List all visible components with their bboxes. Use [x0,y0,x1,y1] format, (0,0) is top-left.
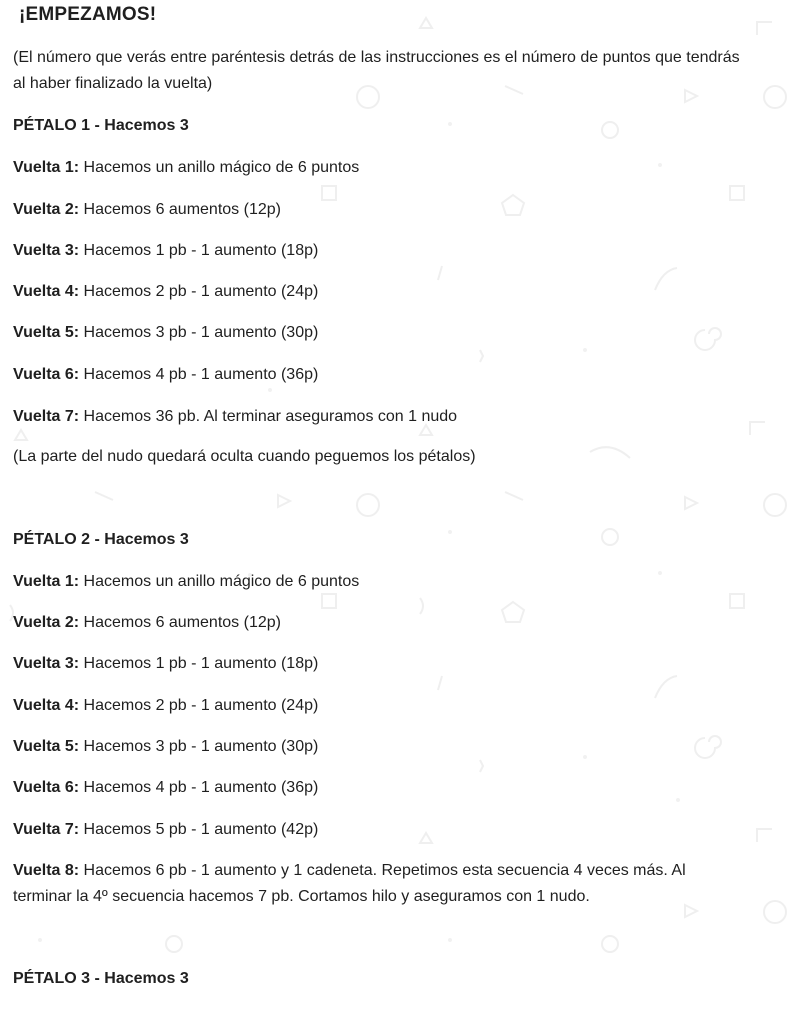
note-paragraph: (La parte del nudo quedará oculta cuando peguemos los pétalos) [13,448,476,465]
round-label: Vuelta 4: [13,697,80,714]
round-label: Vuelta 5: [13,738,80,755]
round-label: Vuelta 4: [13,283,80,300]
round-text: Hacemos un anillo mágico de 6 puntos [79,159,360,176]
section-title-petal-3: PÉTALO 3 - Hacemos 3 [13,970,189,987]
round-item [13,651,318,677]
round-text: Hacemos 2 pb - 1 aumento (24p) [79,697,319,714]
round-label: Vuelta 1: [13,159,80,176]
round-label: Vuelta 1: [13,573,80,590]
round-item [13,610,281,636]
round-text: Hacemos 6 pb - 1 aumento y 1 cadeneta. Repetimos esta secuencia 4 veces más. Al terminar la 4º secuencia hacemos 7 pb. Cortamos hilo y aseguramos con 1 nudo. [13,862,686,905]
round-item [13,320,318,346]
round-text: Hacemos 36 pb. Al terminar aseguramos con 1 nudo [79,408,458,425]
round-text: Hacemos 4 pb - 1 aumento (36p) [79,366,319,383]
round-text: Hacemos 1 pb - 1 aumento (18p) [79,242,319,259]
round-label: Vuelta 7: [13,408,80,425]
round-item [13,734,318,760]
round-item [13,569,359,595]
round-label: Vuelta 2: [13,201,80,218]
intro-paragraph: (El número que verás entre paréntesis detrás de las instrucciones es el número de puntos que tendrás al haber finalizado la vuelta) [13,49,740,92]
section-title-petal-1: PÉTALO 1 - Hacemos 3 [13,117,189,134]
round-label: Vuelta 7: [13,821,80,838]
round-text: Hacemos 1 pb - 1 aumento (18p) [79,655,319,672]
round-item [13,238,318,264]
round-label: Vuelta 8: [13,862,80,879]
round-item [13,693,318,719]
round-item [13,858,748,910]
round-text: Hacemos un anillo mágico de 6 puntos [79,573,360,590]
round-label: Vuelta 3: [13,655,80,672]
round-text: Hacemos 3 pb - 1 aumento (30p) [79,324,319,341]
round-label: Vuelta 6: [13,366,80,383]
round-item [13,362,318,388]
round-label: Vuelta 2: [13,614,80,631]
round-text: Hacemos 2 pb - 1 aumento (24p) [79,283,319,300]
round-label: Vuelta 3: [13,242,80,259]
round-label: Vuelta 5: [13,324,80,341]
round-label: Vuelta 6: [13,779,80,796]
round-item [13,155,359,181]
page-title: ¡EMPEZAMOS! [19,4,157,25]
section-title-petal-2: PÉTALO 2 - Hacemos 3 [13,531,189,548]
round-item [13,775,318,801]
round-text: Hacemos 3 pb - 1 aumento (30p) [79,738,319,755]
round-item [13,817,318,843]
round-text: Hacemos 6 aumentos (12p) [79,201,281,218]
round-text: Hacemos 5 pb - 1 aumento (42p) [79,821,319,838]
round-item [13,404,457,430]
round-text: Hacemos 6 aumentos (12p) [79,614,281,631]
round-item [13,279,318,305]
round-text: Hacemos 4 pb - 1 aumento (36p) [79,779,319,796]
round-item [13,197,281,223]
